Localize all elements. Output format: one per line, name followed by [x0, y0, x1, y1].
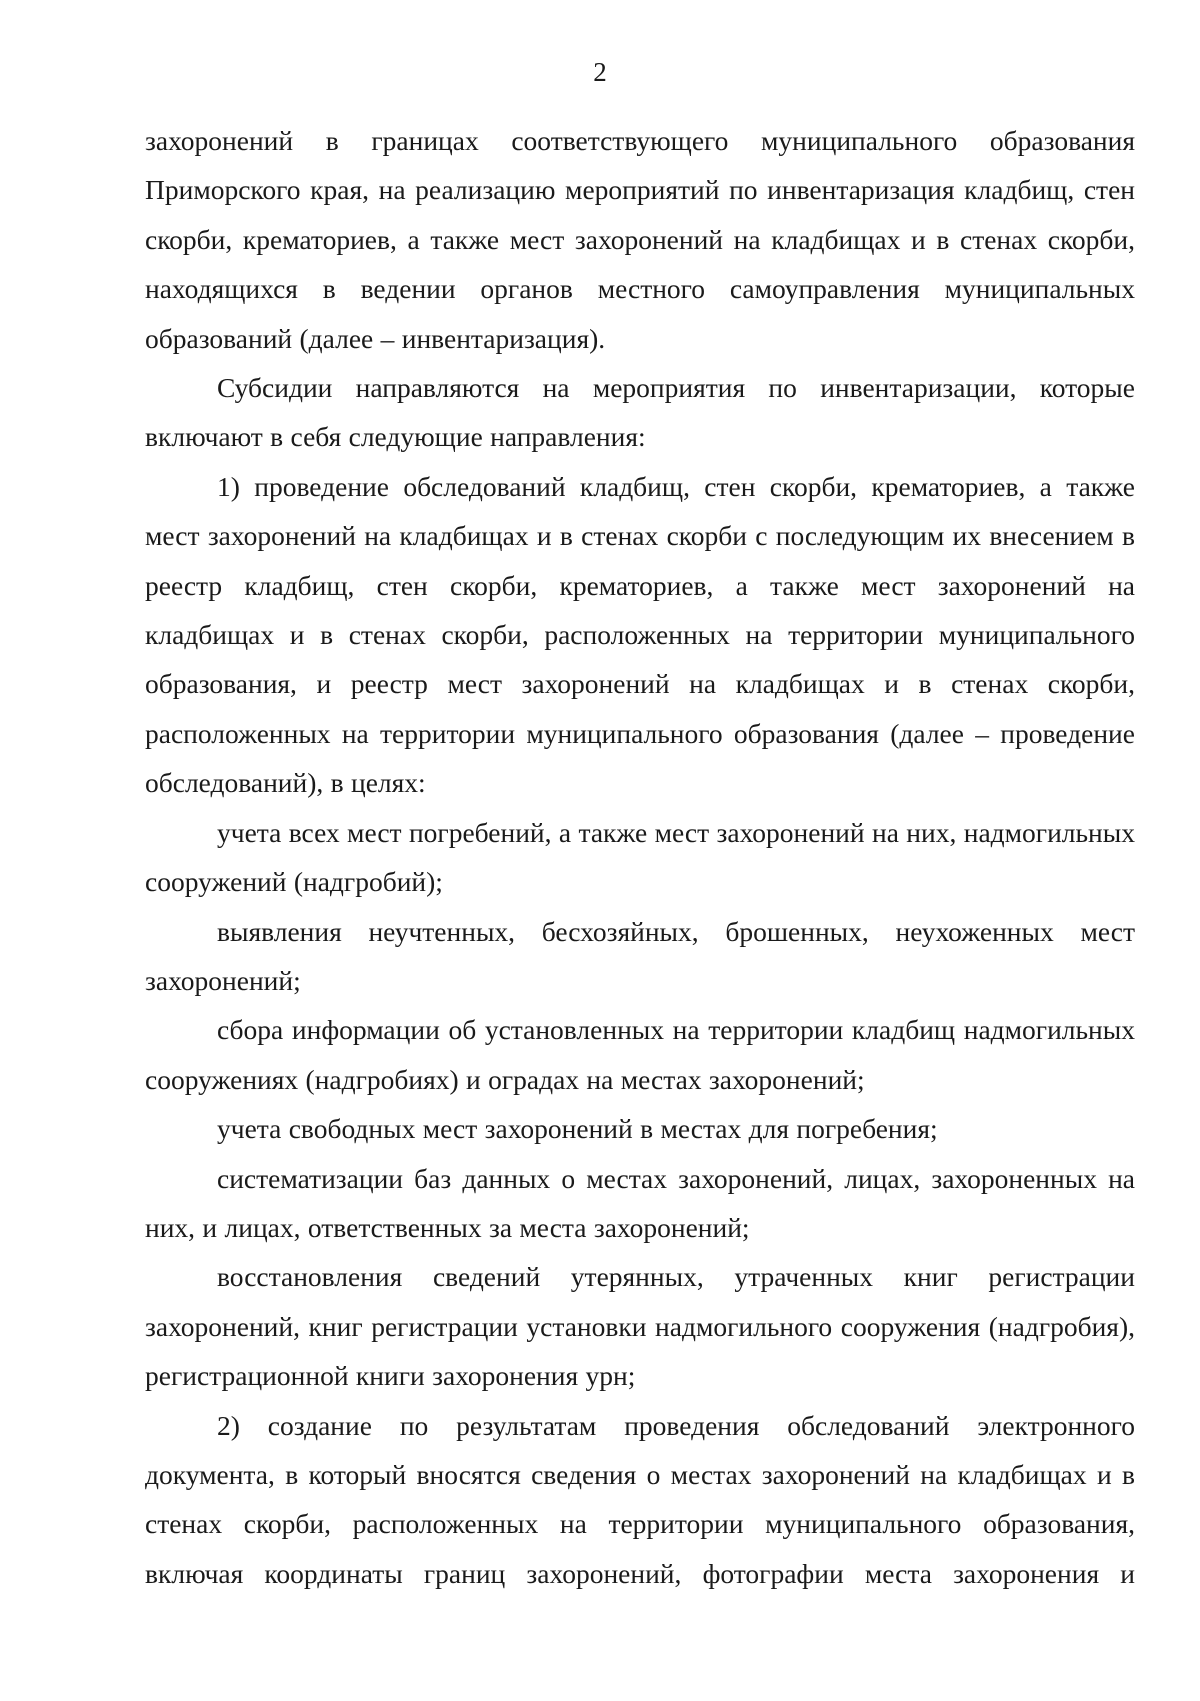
paragraph-5: выявления неучтенных, бесхозяйных, брошенных, неухоженных мест захоронений; — [145, 915, 1135, 996]
paragraph-6: сбора информации об установленных на территории кладбищ надмогильных сооружениях (надгробиях) и оградах на местах захоронений; — [145, 1014, 1135, 1095]
paragraph-1: захоронений в границах соответствующего муниципального образования Приморского края, на реализацию мероприятий по инвентаризация кладбищ, стен скорби, крематориев, а также мест захоронений на кладбищах и в стенах скорби, находящихся в ведении органов местного самоуправления муниципальных образований (далее – инвентаризация). — [145, 125, 1135, 354]
paragraph-7: учета свободных мест захоронений в местах для погребения; — [217, 1113, 938, 1145]
page-number: 2 — [593, 57, 607, 87]
paragraph-2: Субсидии направляются на мероприятия по инвентаризации, которые включают в себя следующие направления: — [145, 372, 1135, 453]
paragraph-10: 2) создание по результатам проведения обследований электронного документа, в который вносятся сведения о местах захоронений на кладбищах и в стенах скорби, расположенных на территории муниципального образования, включая координаты границ захоронений, фотографии места захоронения и — [145, 1409, 1135, 1589]
document-body — [145, 116, 1135, 1598]
paragraph-4: учета всех мест погребений, а также мест захоронений на них, надмогильных сооружений (надгробий); — [145, 816, 1135, 898]
paragraph-3: 1) проведение обследований кладбищ, стен скорби, крематориев, а также мест захоронений на кладбищах и в стенах скорби с последующим их внесением в реестр кладбищ, стен скорби, крематориев, а также мест захоронений на кладбищах и в стенах скорби, расположенных на территории муниципального образования, и реестр мест захоронений на кладбищах и в стенах скорби, расположенных на территории муниципального образования (далее – проведение обследований), в целях: — [145, 470, 1135, 799]
paragraph-8: систематизации баз данных о местах захоронений, лицах, захороненных на них, и лицах, ответственных за места захоронений; — [145, 1162, 1135, 1243]
paragraph-9: восстановления сведений утерянных, утраченных книг регистрации захоронений, книг регистрации установки надмогильного сооружения (надгробия), регистрационной книги захоронения урн; — [145, 1261, 1135, 1392]
